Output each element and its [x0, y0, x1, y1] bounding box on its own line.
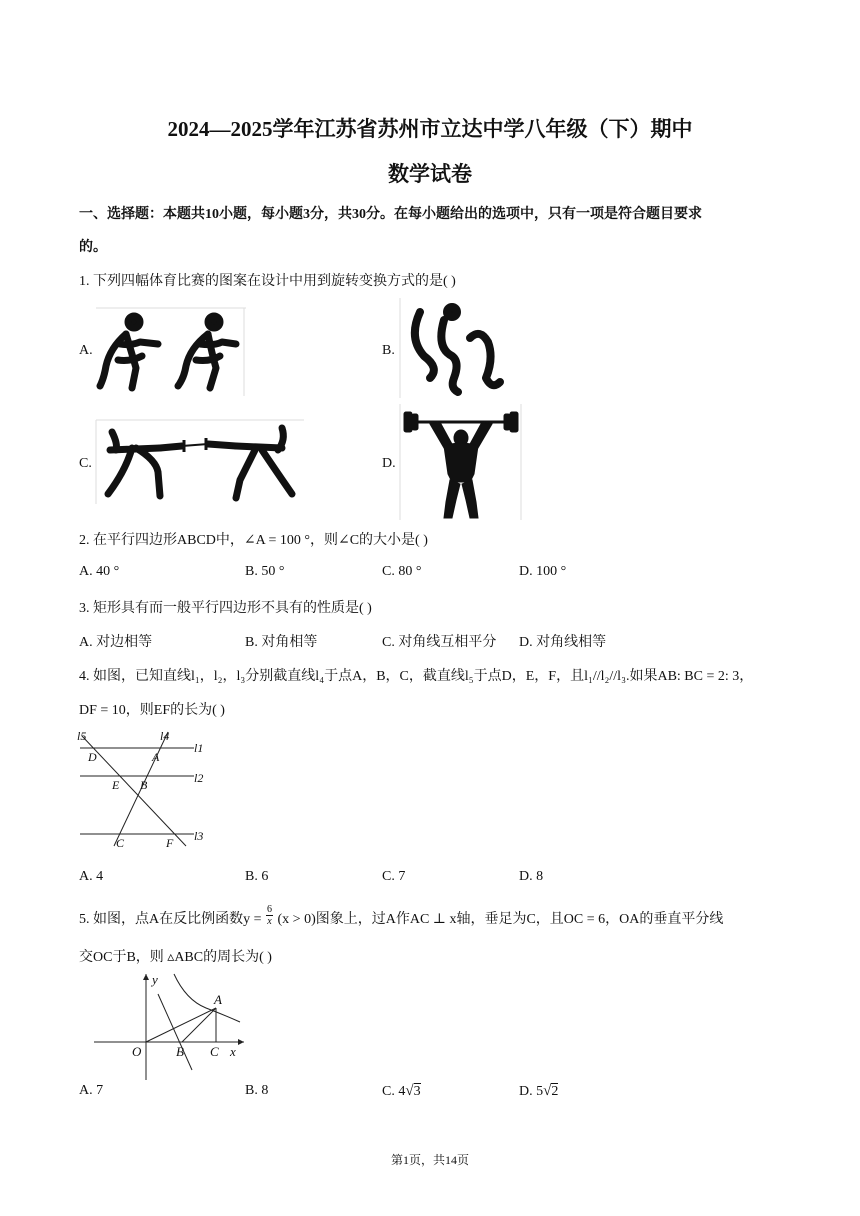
q5-option-d-radicand: 2 — [551, 1084, 559, 1099]
page-footer: 第1页，共14页 — [390, 1153, 469, 1167]
q2-option-b: B. 50 ° — [245, 564, 285, 579]
label-l1: l1 — [194, 741, 204, 755]
label-C: C — [210, 1044, 219, 1059]
label-A: A — [152, 750, 160, 764]
label-E: E — [112, 778, 120, 792]
label-A: A — [214, 992, 222, 1007]
q2-stem: 2. 在平行四边形ABCD中，∠A = 100 °，则∠C的大小是( ) — [79, 533, 428, 548]
q5-option-c-radicand: 3 — [413, 1084, 421, 1099]
q5-fraction — [266, 904, 273, 927]
wrestling-pictogram — [96, 308, 246, 396]
label-x: x — [230, 1044, 236, 1059]
fencing-pictogram — [96, 420, 304, 504]
line-l5 — [82, 736, 186, 846]
label-D: D — [88, 750, 97, 764]
q1-option-c-label: C. — [79, 456, 92, 471]
q5-option-a: A. 7 — [79, 1083, 104, 1098]
section-heading-line2: 的。 — [79, 240, 107, 255]
label-l2: l2 — [194, 771, 204, 785]
q5-stem-pre: 5. 如图，点A在反比例函数y = — [79, 912, 262, 927]
hyperbola-curve — [174, 974, 240, 1022]
label-C: C — [116, 836, 125, 850]
label-y: y — [152, 972, 158, 987]
q1-stem: 1. 下列四幅体育比赛的图案在设计中用到旋转变换方式的是( ) — [79, 274, 456, 289]
q3-option-a: A. 对边相等 — [79, 635, 153, 650]
q4-option-d: D. 8 — [519, 869, 544, 884]
q2-option-a: A. 40 ° — [79, 564, 120, 579]
label-l5: l5 — [77, 729, 87, 743]
section-heading-line1: 一、选择题：本题共10小题，每小题3分，共30分。在每小题给出的选项中，只有一项是符合题目要求 — [79, 207, 702, 222]
q3-stem: 3. 矩形具有而一般平行四边形不具有的性质是( ) — [79, 601, 372, 616]
q3-option-d: D. 对角线相等 — [519, 635, 607, 650]
label-l4: l4 — [160, 729, 170, 743]
q5-option-d-coef: D. 5 — [519, 1084, 544, 1099]
perpendicular-bisector — [158, 994, 192, 1070]
q4-parallel-lines-figure — [76, 728, 206, 852]
label-B: B — [140, 778, 148, 792]
q2-option-d: D. 100 ° — [519, 564, 567, 579]
q4-option-b: B. 6 — [245, 869, 269, 884]
q5-stem-line2: 交OC于B，则 ▵ABC的周长为( ) — [79, 950, 272, 965]
label-O: O — [132, 1044, 142, 1059]
q1-option-a-label: A. — [79, 343, 93, 358]
sqrt-sign: √ — [543, 1083, 552, 1099]
q3-option-c: C. 对角线互相平分 — [382, 635, 497, 650]
q3-option-b: B. 对角相等 — [245, 635, 318, 650]
q5-option-c-coef: C. 4 — [382, 1084, 406, 1099]
q5-option-d — [519, 1083, 558, 1100]
gymnastics-pictogram — [400, 298, 506, 398]
q4-stem-line1: 4. 如图，已知直线l₁，l₂，l₃分别截直线l₄于点A，B，C，截直线l₅于点D，E，F，且l₁//l₂//l₃.如果AB: BC = 2: 3， — [79, 669, 754, 684]
q4-stem-line2: DF = 10，则EF的长为( ) — [79, 703, 225, 718]
segment-OA — [146, 1008, 216, 1042]
q2-option-c: C. 80 ° — [382, 564, 422, 579]
sqrt-sign: √ — [405, 1083, 414, 1099]
q5-stem-line1 — [79, 904, 724, 931]
label-l3: l3 — [194, 829, 204, 843]
weightlifter-silhouette — [400, 404, 522, 520]
q5-hyperbola-figure — [94, 970, 248, 1084]
q1-option-b-label: B. — [382, 343, 395, 358]
exam-title: 2024—2025学年江苏省苏州市立达中学八年级（下）期中 — [167, 117, 693, 141]
q4-option-a: A. 4 — [79, 869, 104, 884]
segment-AB — [182, 1008, 216, 1042]
q5-option-c — [382, 1083, 421, 1100]
q1-option-d-label: D. — [382, 456, 396, 471]
q5-fraction-num: 6 — [267, 904, 273, 916]
q4-option-c: C. 7 — [382, 869, 406, 884]
q5-fraction-den: x — [267, 916, 272, 928]
exam-subtitle: 数学试卷 — [388, 162, 472, 186]
q5-stem-post: (x > 0)图象上，过A作AC ⊥ x轴，垂足为C，且OC = 6，OA的垂直平分线 — [277, 912, 724, 927]
label-B: B — [176, 1044, 184, 1059]
q5-option-b: B. 8 — [245, 1083, 269, 1098]
label-F: F — [166, 836, 174, 850]
